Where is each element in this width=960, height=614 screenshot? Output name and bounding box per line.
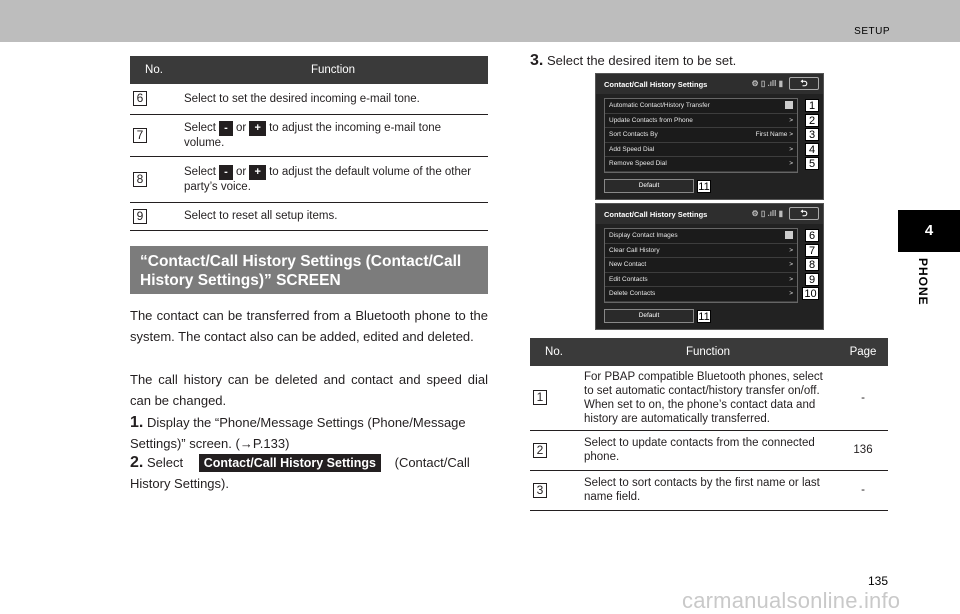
table-row (130, 84, 488, 114)
status-icons: ⚙ ▯ .ıll ▮ (751, 209, 783, 218)
list-item (605, 143, 816, 158)
step-3 (530, 50, 860, 71)
plus-button-icon: + (249, 121, 265, 136)
callout-number: 9 (805, 273, 819, 286)
chevron-right-icon: > (789, 290, 793, 297)
step-text: Display the “Phone/Message Settings (Phone/Message Settings)” screen. (→P.133) (130, 415, 466, 451)
step-text: Select the desired item to be set. (546, 53, 737, 68)
default-label: Default (638, 311, 660, 319)
list-item (605, 128, 816, 143)
checkbox-icon (785, 231, 793, 239)
item-label: Automatic Contact/History Transfer (609, 102, 710, 109)
step-number: 1. (130, 414, 144, 431)
callout-number: 2 (805, 114, 819, 127)
minus-button-icon: - (219, 121, 233, 136)
list-item (605, 258, 816, 273)
item-label: Sort Contacts By (609, 131, 658, 138)
back-icon: ⮌ (789, 207, 819, 220)
row-number: 3 (533, 483, 547, 498)
col-header-function: Function (578, 338, 838, 366)
table-row (530, 470, 888, 510)
function-table-left (130, 56, 488, 231)
list-item (605, 273, 816, 288)
screen-image-1 (595, 73, 824, 200)
row-text: Select (184, 121, 220, 134)
step-text: Select (146, 455, 184, 470)
table-row (130, 114, 488, 156)
page-number: 135 (868, 574, 889, 588)
step-text: (Contact/Call History Settings). (130, 455, 470, 491)
row-text: For PBAP compatible Bluetooth phones, select to set automatic contact/history transfer on/off. When set to on, the phone’s contact data and history are automatically transferred. (578, 366, 838, 430)
row-text: or (232, 121, 250, 134)
callout-number: 10 (802, 287, 819, 300)
step-1 (130, 412, 488, 454)
row-number: 7 (133, 128, 147, 143)
row-number: 6 (133, 91, 147, 106)
checkbox-icon (785, 101, 793, 109)
back-icon: ⮌ (789, 77, 819, 90)
list-item (605, 114, 816, 129)
step-number: 3. (530, 52, 544, 69)
item-label: Edit Contacts (609, 275, 648, 283)
section-banner: “Contact/Call History Settings (Contact/Call History Settings)” SCREEN (130, 246, 488, 294)
settings-list (604, 228, 817, 303)
row-page: 136 (838, 430, 888, 470)
table-row (530, 366, 888, 430)
screen-title: Contact/Call History Settings (604, 210, 708, 219)
function-table-right (530, 338, 888, 511)
callout-number: 5 (805, 157, 819, 170)
status-icons: ⚙ ▯ .ıll ▮ (751, 79, 783, 88)
table-row (130, 156, 488, 202)
table-row (530, 430, 888, 470)
row-text: Select to set the desired incoming e-mail tone. (184, 92, 420, 105)
screen-image-2 (595, 203, 824, 330)
list-item (605, 287, 817, 302)
row-text: to adjust the default volume of the other party’s voice. (184, 165, 472, 193)
chevron-right-icon: > (789, 160, 793, 167)
screen-header (596, 204, 823, 224)
row-number: 1 (533, 390, 547, 405)
row-number: 8 (133, 172, 147, 187)
default-button (604, 179, 710, 193)
item-label: New Contact (609, 261, 647, 268)
row-text: to adjust the incoming e-mail tone volume. (184, 121, 442, 149)
chapter-tab: 4 (898, 210, 960, 252)
table-header-row (530, 338, 888, 366)
item-label: Remove Speed Dial (609, 160, 667, 167)
col-header-no: No. (130, 56, 178, 84)
item-label: Delete Contacts (609, 290, 656, 297)
col-header-function: Function (178, 56, 488, 84)
default-button (604, 309, 710, 323)
callout-number: 1 (805, 99, 819, 112)
step-2 (130, 452, 488, 494)
item-label: Add Speed Dial (609, 145, 655, 153)
table-header-row (130, 56, 488, 84)
row-page: - (838, 366, 888, 430)
screen-title: Contact/Call History Settings (604, 80, 708, 89)
settings-list (604, 98, 816, 173)
row-text: Select (184, 165, 220, 178)
section-label: SETUP (854, 26, 890, 37)
callout-number: 3 (805, 128, 819, 141)
row-text: or (232, 165, 250, 178)
list-item (605, 157, 816, 172)
item-value: First Name > (755, 131, 793, 138)
row-text: Select to reset all setup items. (184, 210, 338, 222)
row-number: 2 (533, 443, 547, 458)
table-row (130, 202, 488, 230)
item-label: Clear Call History (609, 246, 660, 254)
paragraph: The call history can be deleted and contact and speed dial can be changed. (130, 372, 488, 408)
callout-number: 11 (698, 310, 710, 323)
list-item (605, 99, 816, 114)
callout-number: 8 (805, 258, 819, 271)
default-label: Default (638, 181, 660, 189)
watermark: carmanualsonline.info (682, 588, 901, 613)
list-item (605, 244, 816, 259)
callout-number: 4 (805, 143, 819, 156)
callout-number: 6 (805, 229, 819, 242)
top-header-bar (0, 0, 960, 42)
item-label: Update Contacts from Phone (609, 116, 693, 124)
step-number: 2. (130, 454, 144, 471)
contact-call-history-settings-button: Contact/Call History Settings (199, 454, 381, 472)
item-label: Display Contact Images (609, 232, 678, 239)
minus-button-icon: - (219, 165, 233, 180)
row-text: Select to update contacts from the connected phone. (578, 430, 838, 470)
row-text: Select to sort contacts by the first name or last name field. (578, 470, 838, 510)
chevron-right-icon: > (789, 275, 793, 283)
screen-header (596, 74, 823, 94)
chevron-right-icon: > (789, 145, 793, 153)
row-page: - (838, 470, 888, 510)
chevron-right-icon: > (789, 116, 793, 124)
chevron-right-icon: > (789, 261, 793, 268)
plus-button-icon: + (249, 165, 265, 180)
row-number: 9 (133, 209, 147, 224)
callout-number: 11 (698, 180, 710, 193)
col-header-no: No. (530, 338, 578, 366)
chevron-right-icon: > (789, 246, 793, 254)
chapter-label: PHONE (916, 258, 930, 306)
callout-number: 7 (805, 244, 819, 257)
list-item (605, 229, 816, 244)
paragraph: The contact can be transferred from a Bluetooth phone to the system. The contact also can be added, edited and deleted. (130, 308, 488, 344)
col-header-page: Page (838, 338, 888, 366)
